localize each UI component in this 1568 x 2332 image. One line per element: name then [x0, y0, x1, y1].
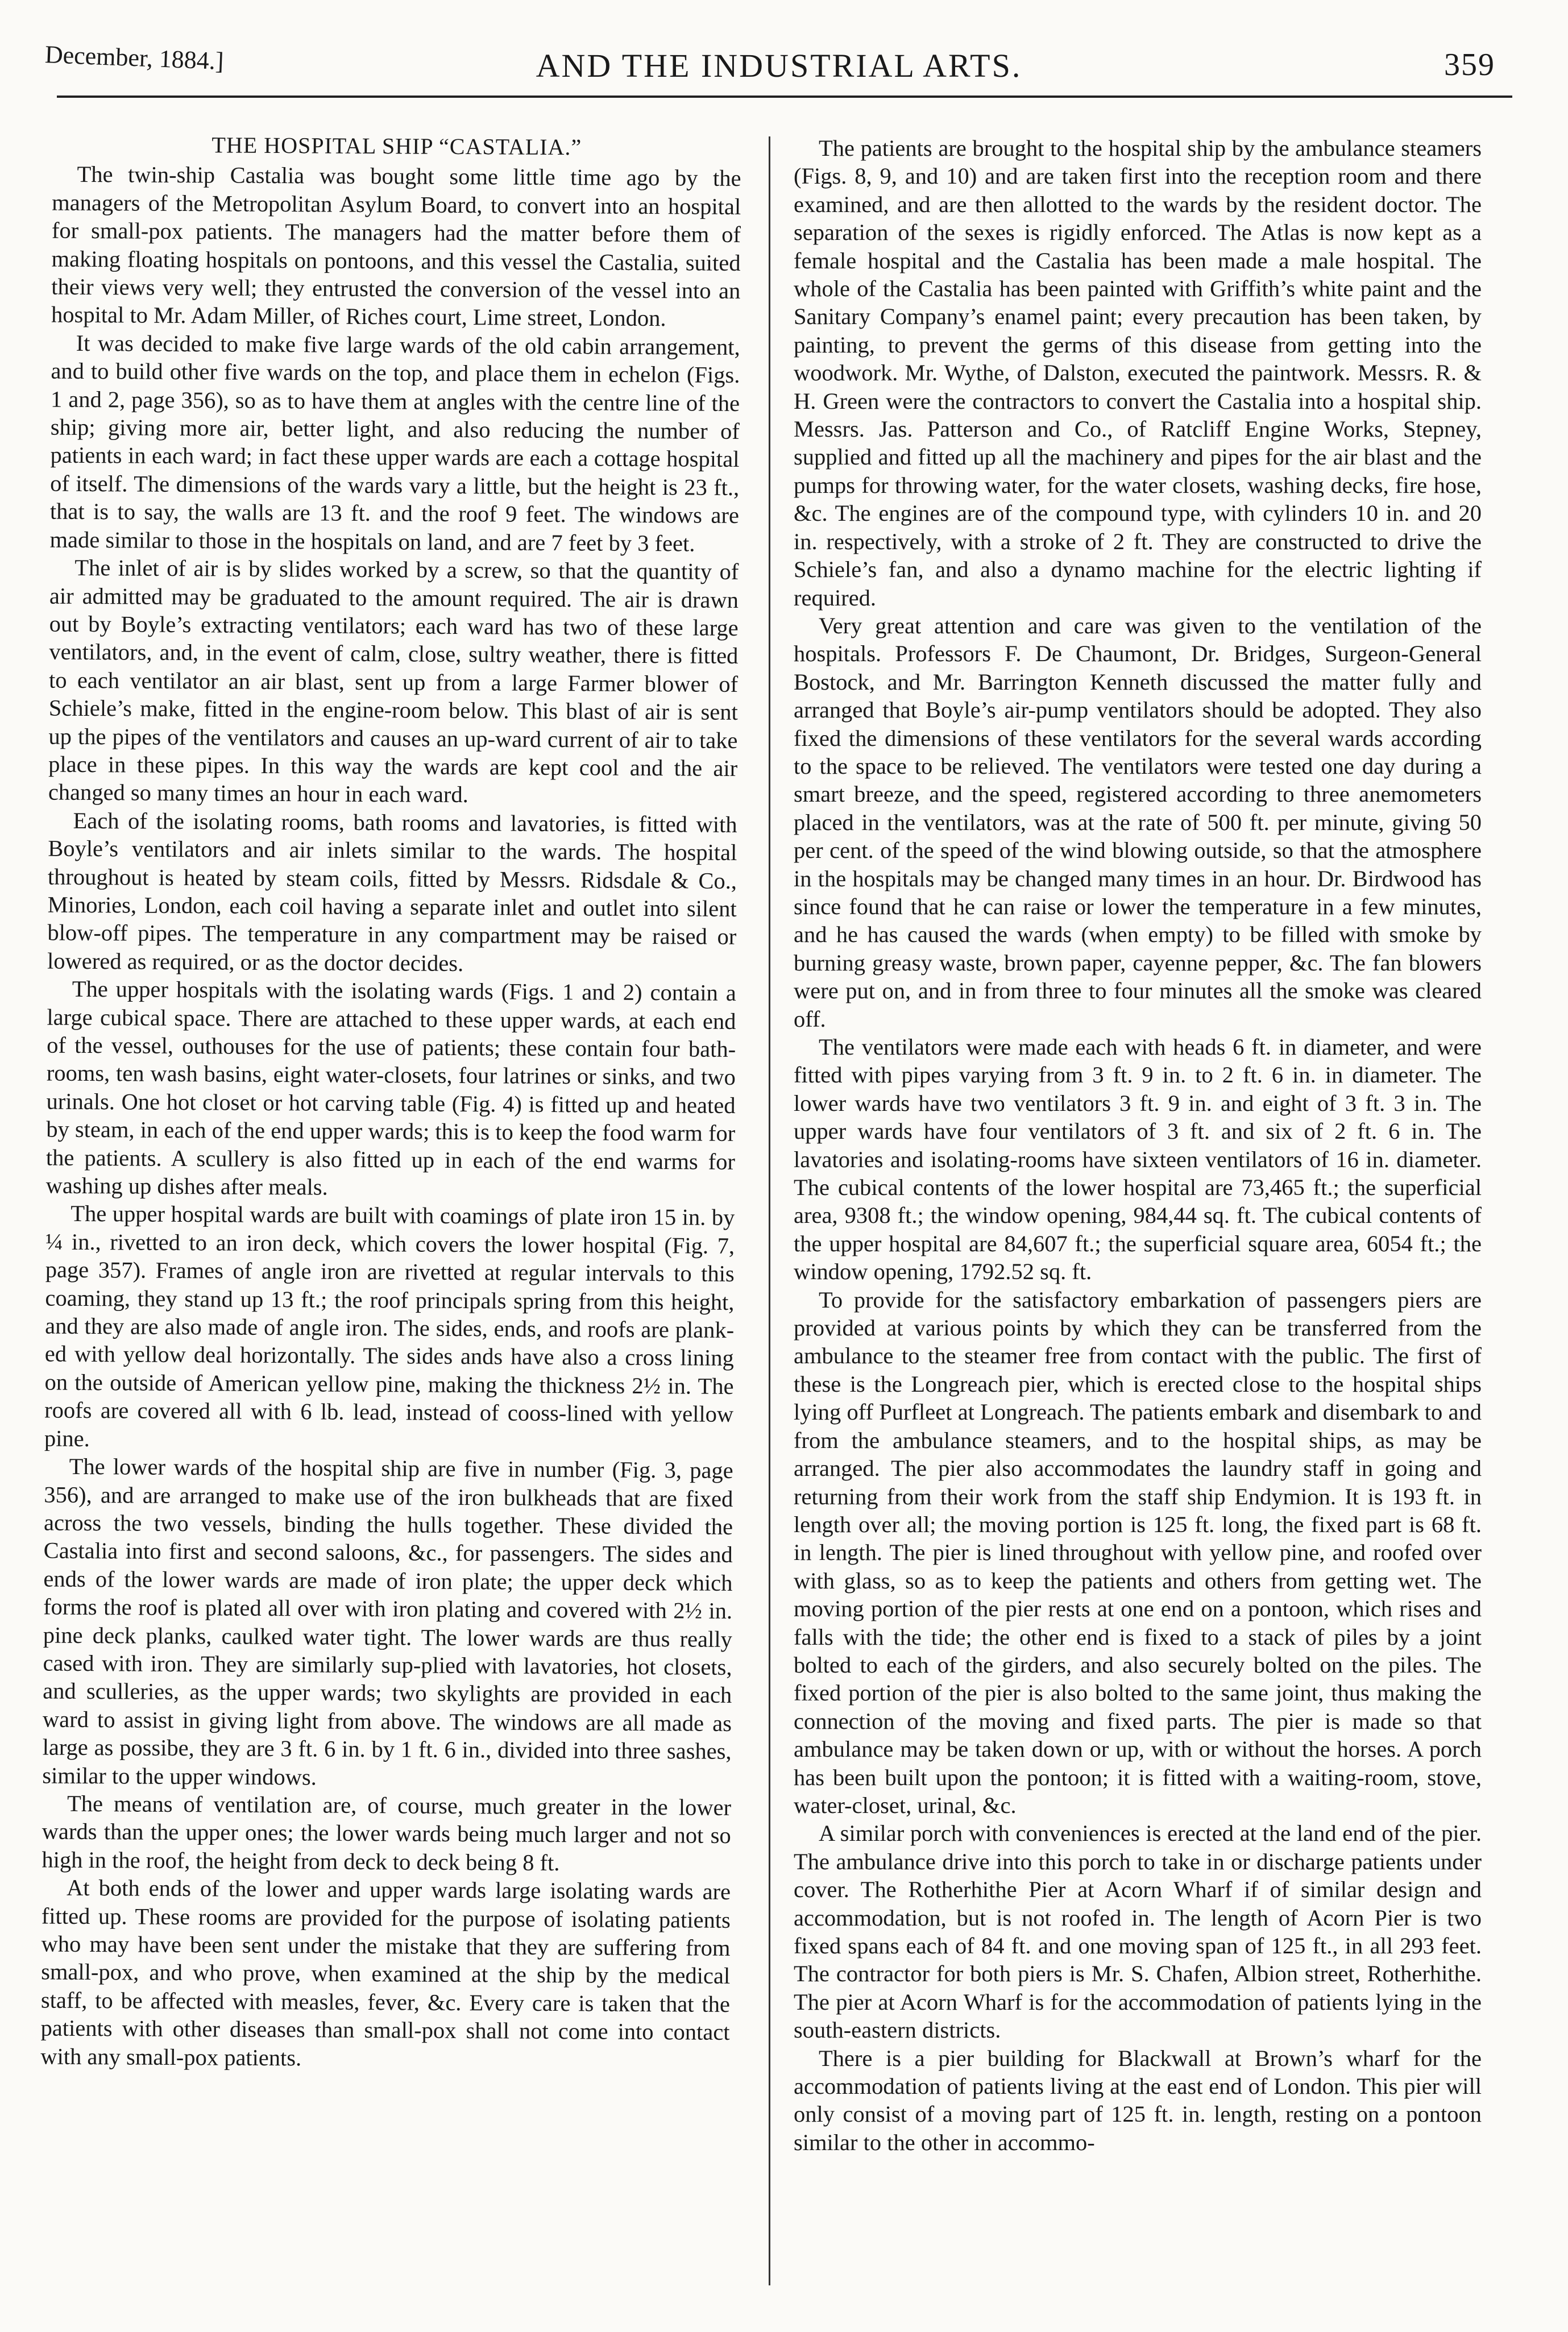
paragraph: The twin-ship Castalia was bought some little time ago by the managers of the Metropolitan Asylum Board, to convert into an hospital for small-pox patients. The managers had the matter before them of making floating hospitals on pontoons, and this vessel the Castalia, suited their views very well; they entrusted the conversion of the vessel into an hospital to Mr. Adam Miller, of Riches court, Lime street, London.: [51, 161, 741, 331]
paragraph: Each of the isolating rooms, bath rooms and lavatories, is fitted with Boyle’s ventilators and air inlets similar to the wards. The hospital throughout is heated by steam coils, fitted by Messrs. Ridsdale & Co., Minories, London, each coil having a separate inlet and outlet into silent blow-off pipes. The temperature in any compartment may be raised or lowered as required, or as the doctor decides.: [47, 807, 737, 976]
running-head: [45, 34, 1512, 91]
paragraph: The upper hospital wards are built with coamings of plate iron 15 in. by ¼ in., rivetted to an iron deck, which covers the lower hospital (Fig. 7, page 357). Frames of angle iron are rivetted at regular intervals to this coaming, they stand up 13 ft.; the roof principals spring from this height, and they are also made of angle iron. The sides, ends, and roofs are plank-ed with yellow deal horizontally. The sides ands have also a cross lining on the outside of American yellow pine, making the thickness 2½ in. The roofs are covered all with 6 lb. lead, instead of cooss-lined with yellow pine.: [44, 1201, 735, 1451]
article-heading: THE HOSPITAL SHIP “CASTALIA.”: [211, 132, 582, 160]
paragraph: The upper hospitals with the isolating wards (Figs. 1 and 2) contain a large cubical space. There are attached to these upper wards, at each end of the vessel, outhouses for the use of patients; these contain four bath-rooms, ten wash basins, eight water-closets, four latrines or sinks, and two urinals. One hot closet or hot carving table (Fig. 4) is fitted up and heated by steam, in each of the end upper wards; this is to keep the food warm for the patients. A scullery is also fitted up in each of the end warms for washing up dishes after meals.: [45, 976, 736, 1200]
paragraph: The ventilators were made each with heads 6 ft. in diameter, and were fitted with pipes varying from 3 ft. 9 in. to 2 ft. 6 in. in diameter. The lower wards have two ventilators 3 ft. 9 in. and eight of 3 ft. 3 in. The upper wards have four ventilators of 3 ft. and six of 2 ft. 6 in. The lavatories and isolating-rooms have sixteen ventilators of 16 in. diameter. The cubical contents of the lower hospital are 73,465 ft.; the superficial area, 9308 ft.; the window opening, 984,44 sq. ft. The cubical contents of the upper hospital are 84,607 ft.; the superficial square area, 6054 ft.; the window opening, 1792.52 sq. ft.: [794, 1034, 1482, 1285]
right-column: [794, 134, 1482, 2156]
paragraph: To provide for the satisfactory embarkation of passengers piers are provided at various points by which they can be transferred from the ambulance to the steamer free from contact with the public. The first of these is the Longreach pier, which is erected close to the hospital ships lying off Purfleet at Longreach. The patients embark and disembark to and from the ambulance steamers, and to the hospital ships, as may be arranged. The pier also accommodates the laundry staff in going and returning from their work from the staff ship Endymion. It is 193 ft. in length over all; the moving portion is 125 ft. long, the fixed part is 68 ft. in length. The pier is lined throughout with yellow pine, and roofed over with glass, so as to keep the patients and others from getting wet. The moving portion of the pier rests at one end on a pontoon, which rises and falls with the tide; the other end is fixed to a stack of piles by a joint bolted to each of the girders, and also securely bolted on the piles. The fixed portion of the pier is also bolted to the same joint, thus making the connection of the moving and fixed parts. The pier is made so that ambulance may be taken down or up, with or without the horses. A porch has been built upon the pontoon; it is fitted with a waiting-room, stove, water-closet, urinal, &c.: [794, 1287, 1482, 1818]
page-number: 359: [1444, 47, 1495, 82]
column-divider: [769, 136, 770, 2285]
paragraph: There is a pier building for Blackwall at Brown’s wharf for the accommodation of patients living at the east end of London. This pier will only consist of a moving part of 125 ft. in. length, resting on a pontoon similar to the other in accommo-: [794, 2045, 1482, 2155]
running-title: AND THE INDUSTRIAL ARTS.: [536, 47, 1022, 84]
paragraph: The lower wards of the hospital ship are five in number (Fig. 3, page 356), and are arranged to make use of the iron bulkheads that are fixed across the two vessels, binding the hulls together. These divided the Castalia into first and second saloons, &c., for passengers. The sides and ends of the lower wards are made of iron plate; the upper deck which forms the roof is plated all over with iron plating and covered with 2½ in. pine deck planks, caulked water tight. The lower wards are thus really cased with iron. They are similarly sup-plied with lavatories, hot closets, and sculleries, as the upper wards; two skylights are provided in each ward to assist in giving light from above. The windows are all made as large as possibe, they are 3 ft. 6 in. by 1 ft. 6 in., divided into three sashes, similar to the upper windows.: [42, 1453, 733, 1790]
left-column: [40, 130, 741, 2074]
paragraph: A similar porch with conveniences is erected at the land end of the pier. The ambulance drive into this porch to take in or discharge patients under cover. The Rotherhithe Pier at Acorn Wharf if of similar design and accommodation, but is not roofed in. The length of Acorn Pier is two fixed spans each of 84 ft. and one moving span of 125 ft., in all 293 feet. The contractor for both piers is Mr. S. Chafen, Albion street, Rotherhithe. The pier at Acorn Wharf is for the accommodation of patients lying in the south-eastern districts.: [794, 1820, 1482, 2043]
paragraph: At both ends of the lower and upper wards large isolating wards are fitted up. These rooms are provided for the purpose of isolating patients who may have been sent under the mistake that they are suffering from small-pox, and who prove, when examined at the ship by the medical staff, to be affected with measles, fever, &c. Every care is taken that the patients with other diseases than small-pox shall not come into contact with any small-pox patients.: [40, 1874, 731, 2070]
paragraph: Very great attention and care was given to the ventilation of the hospitals. Professors F. De Chaumont, Dr. Bridges, Surgeon-General Bostock, and Mr. Barrington Kenneth discussed the matter fully and arranged that Boyle’s air-pump ventilators should be adopted. They also fixed the dimensions of these ventilators for the several wards according to the space to be relieved. The ventilators were tested one day during a smart breeze, and the speed, registered according to three anemometers placed in the ventilators, was at the rate of 500 ft. per minute, giving 50 per cent. of the speed of the wind blowing outside, so that the atmosphere in the hospitals may be changed many times in an hour. Dr. Birdwood has since found that he can raise or lower the temperature in a few minutes, and he has caused the wards (when empty) to be filled with smoke by burning greasy waste, brown paper, cayenne pepper, &c. The fan blowers were put on, and in from three to four minutes all the smoke was cleared off.: [794, 612, 1482, 1032]
paragraph: The means of ventilation are, of course, much greater in the lower wards than the upper ones; the lower wards being much larger and not so high in the roof, the height from deck to deck being 8 ft.: [42, 1790, 732, 1875]
paragraph: It was decided to make five large wards of the old cabin arrangement, and to build other five wards on the top, and place them in echelon (Figs. 1 and 2, page 356), so as to have them at angles with the centre line of the ship; giving more air, better light, and also reducing the number of patients in each ward; in fact these upper wards are each a cottage hospital of itself. The dimensions of the wards vary a little, but the height is 23 ft., that is to say, the walls are 13 ft. and the roof 9 feet. The windows are made similar to those in the hospitals on land, and are 7 feet by 3 feet.: [49, 330, 740, 557]
paragraph: The patients are brought to the hospital ship by the ambulance steamers (Figs. 8, 9, and 10) and are taken first into the reception room and there examined, and are then allotted to the wards by the resident doctor. The separation of the sexes is rigidly enforced. The Atlas is now kept as a female hospital and the Castalia has been made a male hospital. The whole of the Castalia has been painted with Griffith’s white paint and the Sanitary Company’s enamel paint; every precaution has been taken, by painting, to prevent the germs of this disease from getting into the woodwork. Mr. Wythe, of Dalston, executed the paintwork. Messrs. R. & H. Green were the contractors to convert the Castalia into a hospital ship. Messrs. Jas. Patterson and Co., of Ratcliff Engine Works, Stepney, supplied and fitted up all the machinery and pipes for the air blast and the pumps for throwing water, for the water closets, washing decks, fire hose, &c. The engines are of the compound type, with cylinders 10 in. and 20 in. respectively, with a stroke of 2 ft. They are constructed to drive the Schiele’s fan, and also a dynamo machine for the electric lighting if required.: [794, 135, 1482, 611]
paragraph: The inlet of air is by slides worked by a screw, so that the quantity of air admitted may be graduated to the amount required. The air is drawn out by Boyle’s extracting ventilators; each ward has two of these large ventilators, and, in the event of calm, close, sultry weather, there is fitted to each ventilator an air blast, sent up from a large Farmer blower of Schiele’s make, fitted in the engine-room below. This blast of air is sent up the pipes of the ventilators and causes an up-ward current of air to take place in these pipes. In this way the wards are kept cool and the air changed so many times an hour in each ward.: [48, 554, 739, 808]
header-rule: [57, 96, 1512, 98]
issue-date: December, 1884.]: [44, 40, 225, 76]
